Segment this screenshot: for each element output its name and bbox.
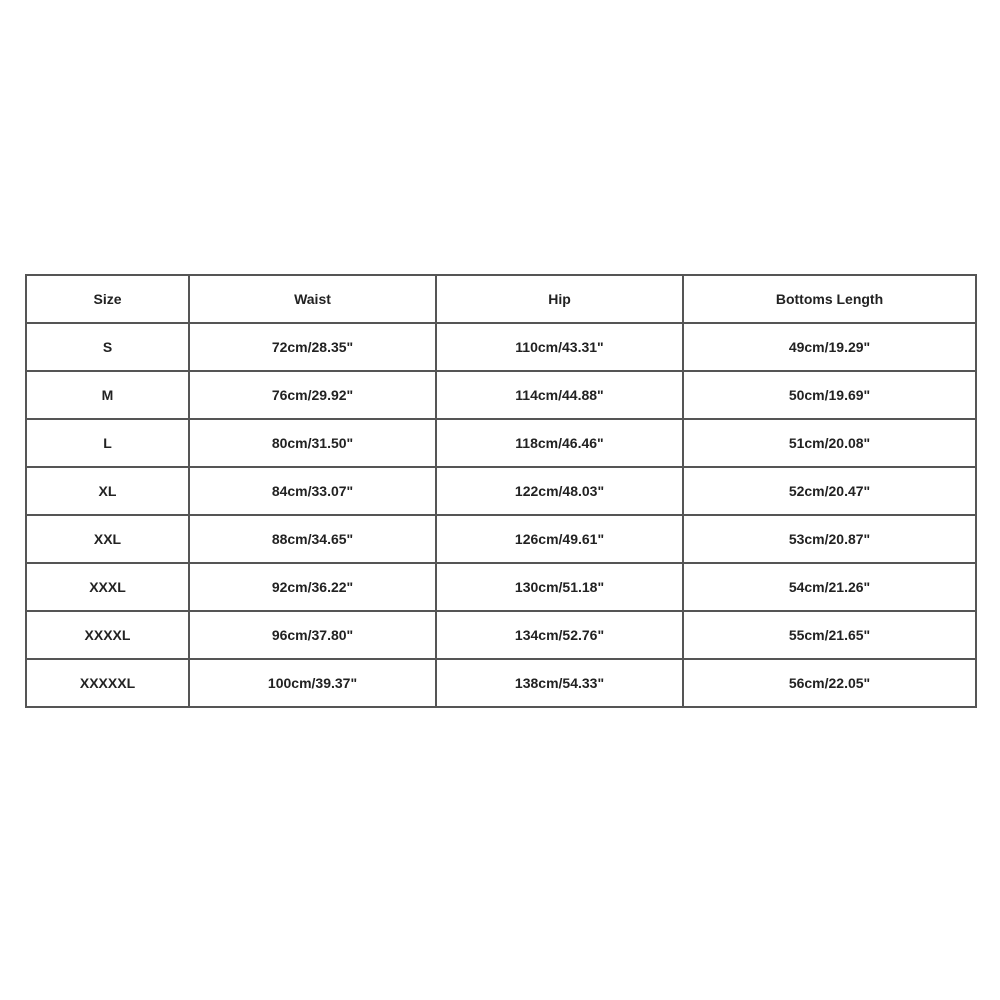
table-row [26, 563, 976, 611]
table-row [26, 419, 976, 467]
table-row [26, 659, 976, 707]
table-row [26, 515, 976, 563]
cell-size: XXXXL [26, 611, 189, 659]
cell-hip: 126cm/49.61" [436, 515, 683, 563]
cell-waist: 80cm/31.50" [189, 419, 436, 467]
table-row [26, 323, 976, 371]
cell-size: XXL [26, 515, 189, 563]
cell-bottoms-length: 54cm/21.26" [683, 563, 976, 611]
cell-bottoms-length: 49cm/19.29" [683, 323, 976, 371]
table-header-row [26, 275, 976, 323]
cell-hip: 134cm/52.76" [436, 611, 683, 659]
cell-hip: 114cm/44.88" [436, 371, 683, 419]
table-row [26, 371, 976, 419]
table-row [26, 611, 976, 659]
cell-bottoms-length: 52cm/20.47" [683, 467, 976, 515]
cell-hip: 130cm/51.18" [436, 563, 683, 611]
cell-waist: 100cm/39.37" [189, 659, 436, 707]
cell-hip: 138cm/54.33" [436, 659, 683, 707]
cell-size: L [26, 419, 189, 467]
cell-size: S [26, 323, 189, 371]
cell-bottoms-length: 53cm/20.87" [683, 515, 976, 563]
header-waist: Waist [189, 275, 436, 323]
cell-bottoms-length: 51cm/20.08" [683, 419, 976, 467]
cell-waist: 96cm/37.80" [189, 611, 436, 659]
cell-bottoms-length: 56cm/22.05" [683, 659, 976, 707]
header-bottoms-length: Bottoms Length [683, 275, 976, 323]
cell-bottoms-length: 55cm/21.65" [683, 611, 976, 659]
cell-hip: 122cm/48.03" [436, 467, 683, 515]
header-hip: Hip [436, 275, 683, 323]
cell-hip: 110cm/43.31" [436, 323, 683, 371]
cell-hip: 118cm/46.46" [436, 419, 683, 467]
header-size: Size [26, 275, 189, 323]
cell-size: XXXXXL [26, 659, 189, 707]
cell-bottoms-length: 50cm/19.69" [683, 371, 976, 419]
cell-waist: 72cm/28.35" [189, 323, 436, 371]
cell-size: M [26, 371, 189, 419]
size-chart-table [25, 274, 977, 708]
cell-size: XL [26, 467, 189, 515]
cell-waist: 84cm/33.07" [189, 467, 436, 515]
cell-waist: 92cm/36.22" [189, 563, 436, 611]
cell-waist: 76cm/29.92" [189, 371, 436, 419]
table-row [26, 467, 976, 515]
cell-waist: 88cm/34.65" [189, 515, 436, 563]
cell-size: XXXL [26, 563, 189, 611]
